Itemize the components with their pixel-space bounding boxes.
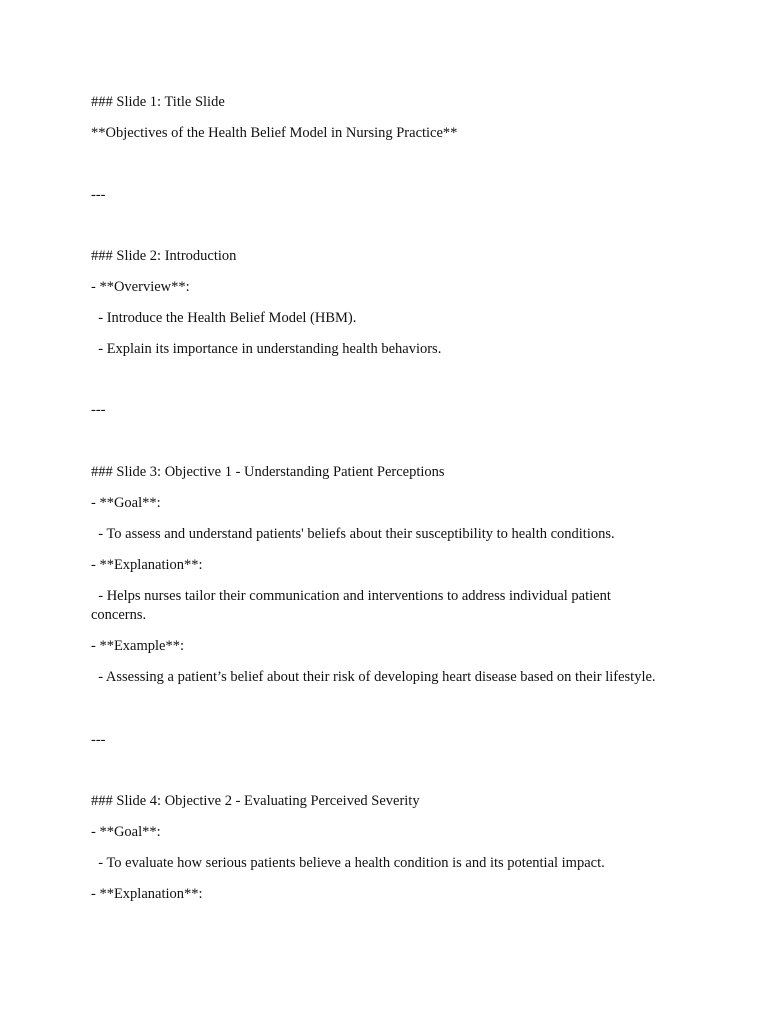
slide-3-heading: ### Slide 3: Objective 1 - Understanding Patient Perceptions	[91, 464, 445, 480]
slide-3-example-text: - Assessing a patient’s belief about their risk of developing heart disease based on their lifestyle.	[91, 669, 656, 685]
slide-2-bullet: - Explain its importance in understanding health behaviors.	[91, 341, 442, 357]
slide-4-goal-label: - **Goal**:	[91, 824, 161, 840]
slide-3-goal-text: - To assess and understand patients' beliefs about their susceptibility to health conditions.	[91, 526, 615, 542]
slide-1-heading: ### Slide 1: Title Slide	[91, 94, 225, 110]
slide-4-explanation-label: - **Explanation**:	[91, 886, 203, 902]
slide-1-title: **Objectives of the Health Belief Model in Nursing Practice**	[91, 125, 458, 141]
slide-3-goal-label: - **Goal**:	[91, 495, 161, 511]
slide-4-goal-text: - To evaluate how serious patients believe a health condition is and its potential impact.	[91, 855, 605, 871]
separator: ---	[91, 187, 106, 203]
separator: ---	[91, 402, 106, 418]
slide-2-overview-label: - **Overview**:	[91, 279, 190, 295]
slide-4-heading: ### Slide 4: Objective 2 - Evaluating Perceived Severity	[91, 793, 420, 809]
slide-2-bullet: - Introduce the Health Belief Model (HBM).	[91, 310, 357, 326]
slide-3-example-label: - **Example**:	[91, 638, 185, 654]
slide-3-explanation-text: - Helps nurses tailor their communication and interventions to address individual patient concerns.	[91, 588, 615, 623]
separator: ---	[91, 732, 106, 748]
slide-2-heading: ### Slide 2: Introduction	[91, 248, 237, 264]
slide-3-explanation-label: - **Explanation**:	[91, 557, 203, 573]
